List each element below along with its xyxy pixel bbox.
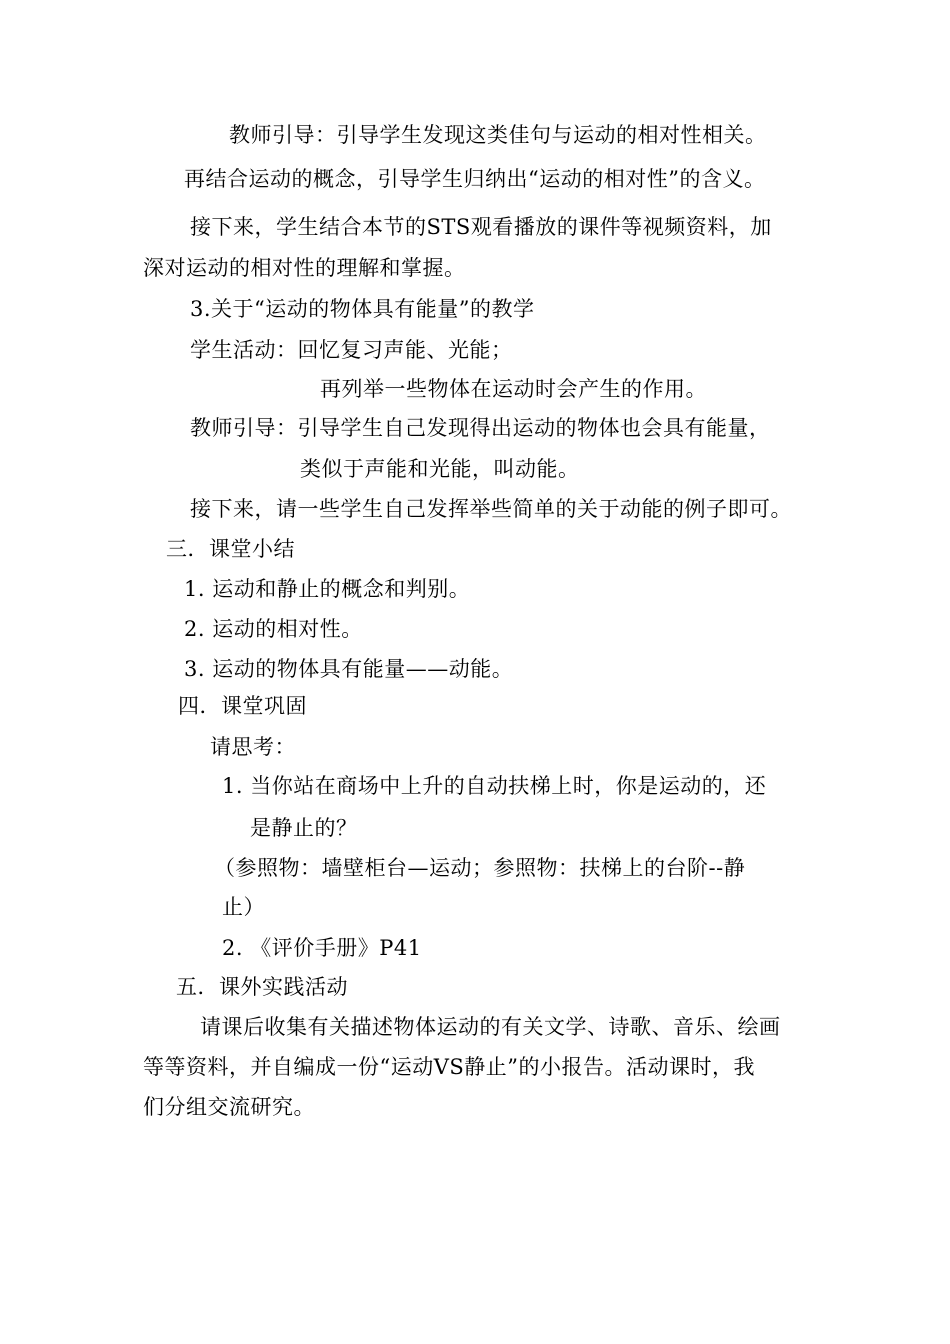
section-3-heading: 3.关于“运动的物体具有能量”的教学 [190, 297, 535, 321]
teacher-guide-line-1: 教师引导：引导学生发现这类佳句与运动的相对性相关。 [229, 123, 767, 147]
section-summary-heading: 三．课堂小结 [166, 537, 295, 561]
practice-paragraph-line-1: 请课后收集有关描述物体运动的有关文学、诗歌、音乐、绘画 [200, 1015, 781, 1039]
practice-paragraph-line-2: 等等资料，并自编成一份“运动VS静止”的小报告。活动课时，我 [143, 1055, 756, 1079]
summary-item-1: 1. 运动和静止的概念和判别。 [184, 577, 471, 601]
answer-1-line-2: 止） [222, 895, 265, 919]
sts-paragraph-line-1: 接下来，学生结合本节的STS观看播放的课件等视频资料，加 [190, 215, 772, 239]
answer-1-line-1: （参照物：墙壁柜台—运动；参照物：扶梯上的台阶--静 [214, 856, 746, 880]
summary-item-3: 3. 运动的物体具有能量——动能。 [184, 657, 514, 681]
think-prompt: 请思考： [210, 735, 296, 759]
summary-item-2: 2. 运动的相对性。 [184, 617, 363, 641]
kinetic-examples-line: 接下来，请一些学生自己发挥举些简单的关于动能的例子即可。 [190, 497, 792, 521]
teacher-guide-line-2: 再结合运动的概念，引导学生归纳出“运动的相对性”的含义。 [184, 167, 766, 191]
question-1-line-1: 1. 当你站在商场中上升的自动扶梯上时，你是运动的，还 [222, 774, 767, 798]
student-activity-line-1: 学生活动：回忆复习声能、光能； [190, 338, 513, 362]
practice-paragraph-line-3: 们分组交流研究。 [143, 1095, 315, 1119]
question-1-line-2: 是静止的？ [250, 816, 358, 840]
section-practice-heading: 五．课外实践活动 [176, 975, 348, 999]
section-consolidate-heading: 四．课堂巩固 [178, 694, 307, 718]
teacher-guide-energy-line-2: 类似于声能和光能，叫动能。 [300, 457, 580, 481]
student-activity-line-2: 再列举一些物体在运动时会产生的作用。 [320, 377, 707, 401]
teacher-guide-energy-line-1: 教师引导：引导学生自己发现得出运动的物体也会具有能量， [190, 416, 771, 440]
question-2: 2. 《评价手册》P41 [222, 936, 422, 960]
sts-paragraph-line-2: 深对运动的相对性的理解和掌握。 [143, 256, 466, 280]
